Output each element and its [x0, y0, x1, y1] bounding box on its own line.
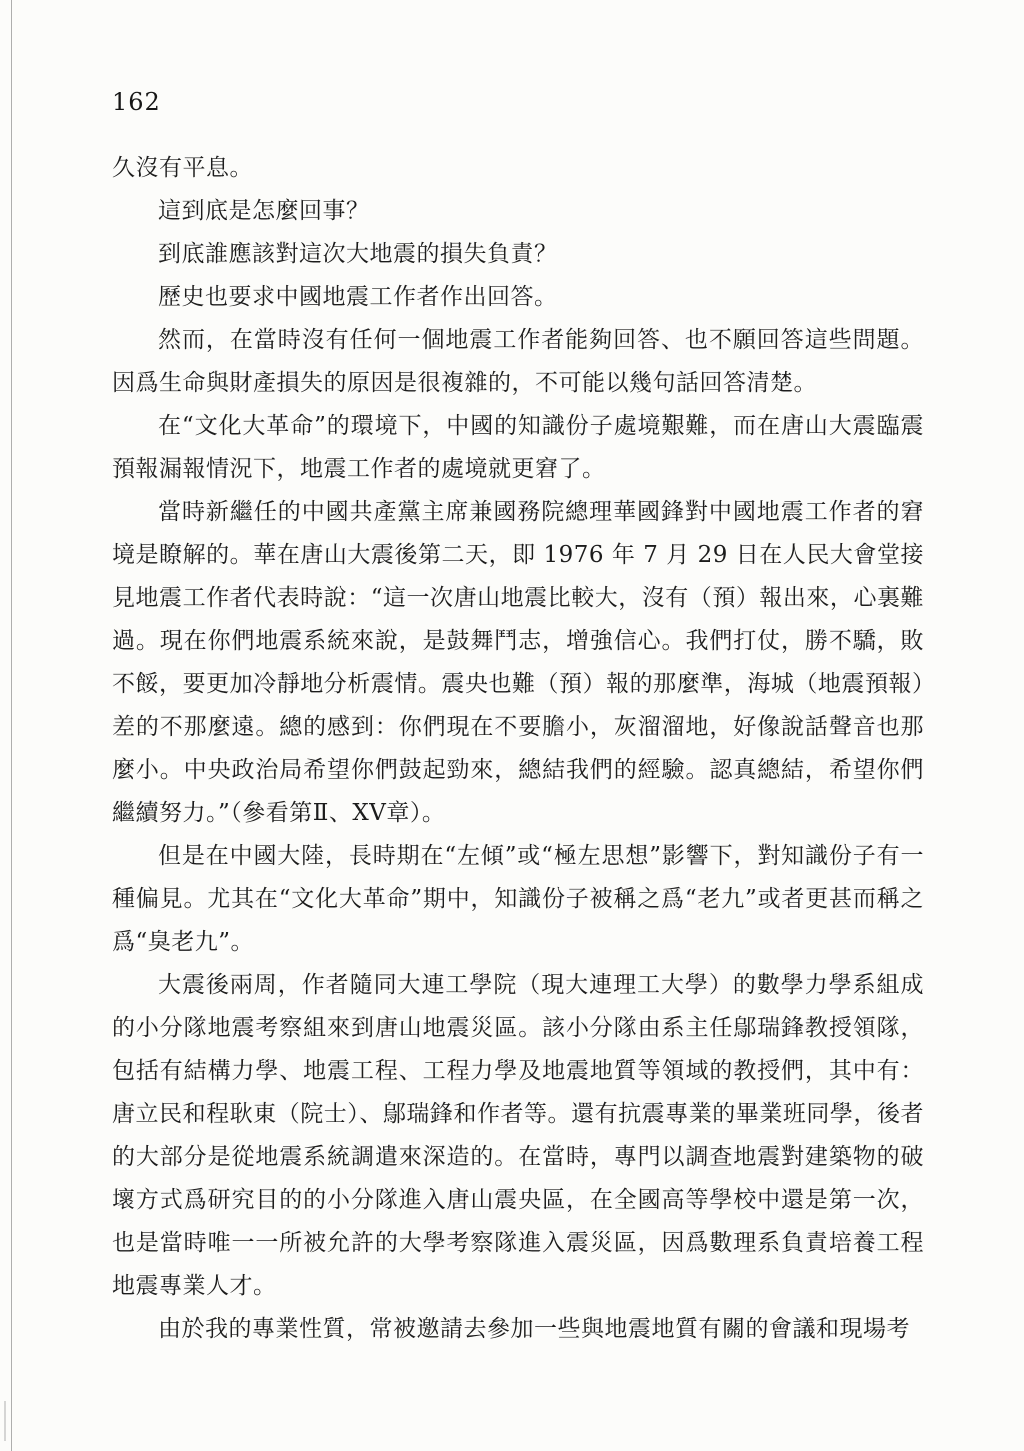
page-body — [112, 147, 924, 1351]
page-number: 162 — [112, 88, 161, 116]
scan-edge-artifact — [4, 1401, 6, 1441]
paragraph: 當時新繼任的中國共產黨主席兼國務院總理華國鋒對中國地震工作者的窘境是瞭解的。華在唐山大震後第二天，即 1976 年 7 月 29 日在人民大會堂接見地震工作者代表時說：“這一次唐山地震比較大，沒有（預）報出來，心裏難過。現在你們地震系統來說，是鼓舞鬥志，增強信心。我們打仗，勝不驕，敗不餒，要更加冷靜地分析震情。震央也難（預）報的那麼準，海城（地震預報）差的不那麼遠。總的感到：你們現在不要膽小，灰溜溜地，好像說話聲音也那麼小。中央政治局希望你們鼓起勁來，總結我們的經驗。認真總結，希望你們繼續努力。”（參看第Ⅱ、XV章）。 — [112, 499, 924, 826]
paragraph: 到底誰應該對這次大地震的損失負責？ — [158, 241, 558, 267]
scan-edge-line — [11, 0, 12, 1451]
paragraph: 這到底是怎麼回事？ — [158, 198, 370, 224]
paragraph: 由於我的專業性質，常被邀請去參加一些與地震地質有關的會議和現場考 — [158, 1316, 910, 1342]
paragraph: 但是在中國大陸，長時期在“左傾”或“極左思想”影響下，對知識份子有一種偏見。尤其在“文化大革命”期中，知識份子被稱之爲“老九”或者更甚而稱之爲“臭老九”。 — [112, 843, 924, 955]
paragraph: 在“文化大革命”的環境下，中國的知識份子處境艱難，而在唐山大震臨震預報漏報情況下，地震工作者的處境就更窘了。 — [112, 413, 924, 482]
paragraph: 大震後兩周，作者隨同大連工學院（現大連理工大學）的數學力學系組成的小分隊地震考察組來到唐山地震災區。該小分隊由系主任鄔瑞鋒教授領隊，包括有結構力學、地震工程、工程力學及地震地質等領域的教授們，其中有：唐立民和程耿東（院士）、鄔瑞鋒和作者等。還有抗震專業的畢業班同學，後者的大部分是從地震系統調遣來深造的。在當時，專門以調查地震對建築物的破壞方式爲研究目的的小分隊進入唐山震央區，在全國高等學校中還是第一次，也是當時唯一一所被允許的大學考察隊進入震災區，因爲數理系負責培養工程地震專業人才。 — [112, 972, 924, 1299]
paragraph: 久沒有平息。 — [112, 155, 253, 181]
paragraph: 歷史也要求中國地震工作者作出回答。 — [158, 284, 558, 310]
paragraph: 然而，在當時沒有任何一個地震工作者能夠回答、也不願回答這些問題。因爲生命與財產損失的原因是很複雜的，不可能以幾句話回答清楚。 — [112, 327, 924, 396]
